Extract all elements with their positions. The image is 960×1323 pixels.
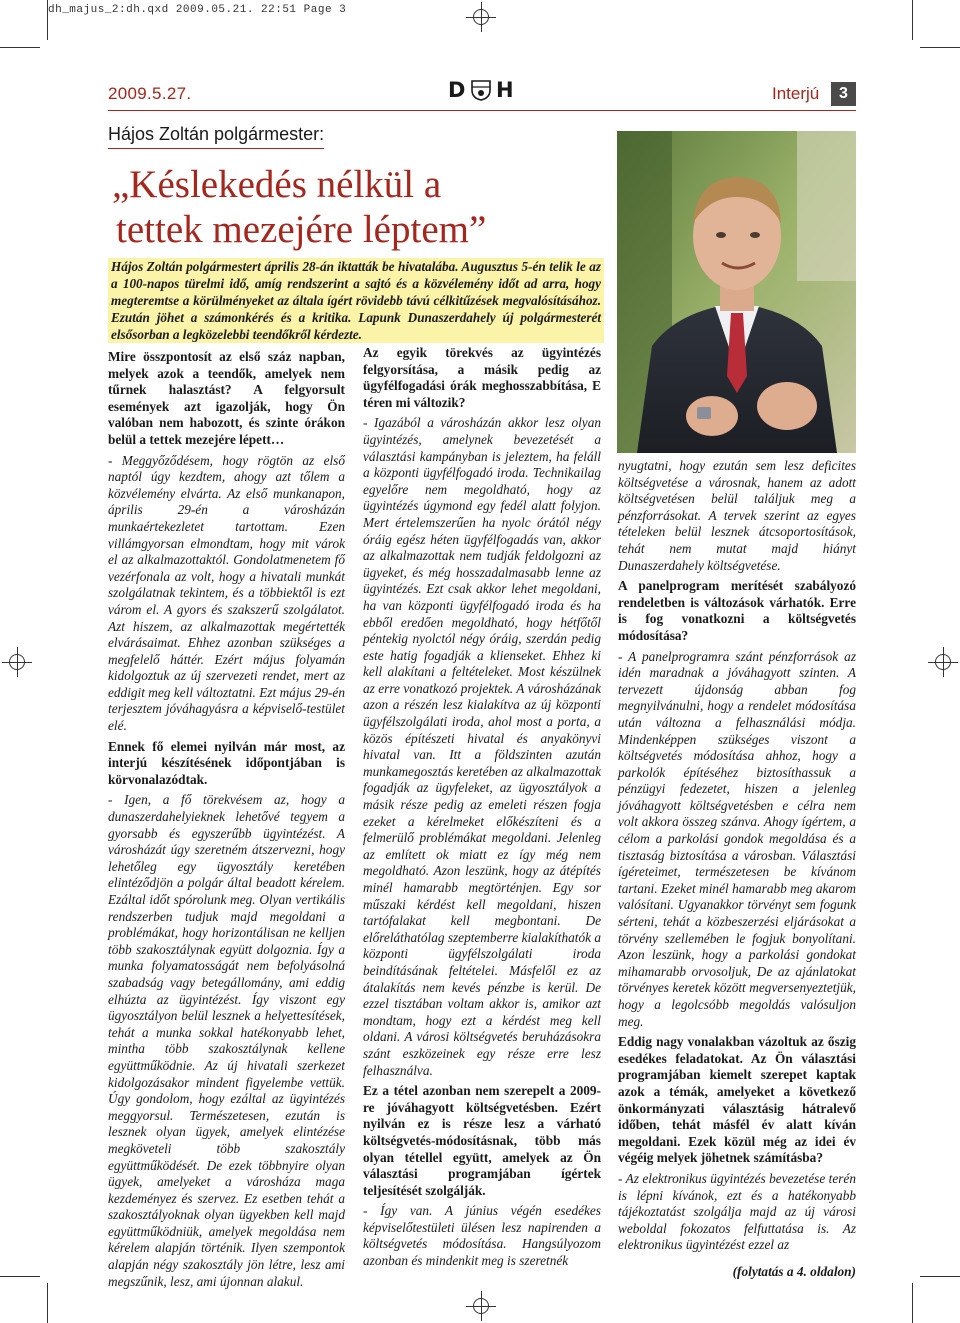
crop-mark	[0, 1276, 40, 1277]
interview-answer: - Így van. A június végén esedékes képviselőtestületi ülésen lesz napirenden a költségvetés módosítása. Hangsúlyozom azonban és mindenkit meg is szeretnék	[363, 1203, 601, 1269]
interview-answer: - Meggyőződésem, hogy rögtön az első naptól úgy kezdtem, ahogy azt tőlem a közvélemény elvárta. Az első munkanapon, április 29-én a városházán munkaértekezletet tartottam. Ezen villámgyorsan elmondtam, hogy mit várok el az alkalmazottaktól. Gondolatmenetem fő vezérfonala az volt, hogy a hivatali munkát szolgálatnak tekintem, és a többiektől is ezt várom el. A gyors és szakszerű szolgálatot. Azt hiszem, az alkalmazottak megértették elvárásaimat. Ehhez azonban szükséges a megfelelő háttér. Ezért május folyamán kidolgoztuk az új szervezeti rendet, mert az eddigit meg kell változtatni. Ezt május 29-én terjesztem jóváhagyásra a képviselő-testület elé.	[108, 452, 345, 734]
headline-line-1: „Késlekedés nélkül a	[112, 163, 442, 206]
coat-of-arms-icon	[470, 79, 492, 101]
portrait-photo	[617, 131, 856, 453]
crop-mark	[912, 0, 913, 40]
headline-line-2: tettek mezejére léptem”	[116, 208, 487, 251]
article-column-1	[108, 345, 345, 1294]
article-column-3	[618, 458, 856, 1285]
interview-question: Az egyik törekvés az ügyintézés felgyorsítása, a másik pedig az ügyfélfogadási órák meghosszabbítása, E téren mi változik?	[363, 345, 601, 410]
registration-mark-top	[466, 2, 496, 32]
interview-question: Mire összpontosít az első száz napban, melyek azok a teendők, amelyek nem tűrnek halasztást? A felgyorsult események azt igazolják, hogy Ön valóban nem habozott, és szinte órákon belül a tettek mezejére lépett…	[108, 349, 345, 447]
crop-mark	[912, 1283, 913, 1323]
logo-letter-h: H	[496, 78, 514, 102]
crop-mark	[47, 0, 48, 40]
interview-answer: - Az elektronikus ügyintézés bevezetése terén is lépni kívánok, ezt és a hatékonyabb tájékoztatást szolgálja majd az új városi weboldal fokozatos felfuttatása is. Az elektronikus ügyintézést ezzel az	[618, 1170, 856, 1253]
section-name: Interjú	[772, 84, 820, 103]
interview-answer: - A panelprogramra szánt pénzforrások az idén maradnak a jóváhagyott szinten. A tervezett újdonság abban fog megnyilvánulni, hogy a rendelet módosítása után változna a felhasználási módja. Mindenképpen szükséges viszont a költségvetés módosítása ahhoz, hogy a parkolók építéséhez biztosíthassuk a pénzügyi fedezetet, hiszen a jelenleg jóváhagyott költségvetésben e célra nem volt akkora összeg szánva. Ahogy ígértem, a célom a parkolási gondok megoldása és a tisztaság biztosítása a városban. Választási ígéreteimet, természetesen be kívánom tartani. Ezeket minél hamarabb meg akarom valósítani. Ugyanakkor törvényt sem fogunk sérteni, tehát a közbeszerzési eljárásokat a törvény szellemében le fogjuk bonyolítani. Azon leszünk, hogy a parkolási gondokat mihamarabb orvosoljuk, De az ajánlatokat törvényes keretek között megversenyeztetjük, hogy a legolcsóbb megoldás valósuljon meg.	[618, 648, 856, 1029]
article-lead: Hájos Zoltán polgármestert április 28-án iktatták be hivatalába. Augusztus 5-én telik le az a 100-napos türelmi idő, amíg rendszerint a sajtó és a közvélemény időt ad arra, hogy megteremtse a körülményeket az általa ígért rövidebb távú célkitűzések megvalósításához. Ezután jöhet a számonkérés és a kritika. Lapunk Dunaszerdahely új polgármesterét elsősorban a legközelebbi teendőkről kérdezte.	[108, 258, 604, 343]
interview-answer: - Igazából a városházán akkor lesz olyan ügyintézés, amelynek bevezetését a választási kampányban is jeleztem, ha feláll a központi ügyfélfogadó iroda. Technikailag egyelőre nem megoldható, hogy az ügyintézés úgymond egy fedél alatt folyjon. Mert értelemszerűen ha nyolc órától négy óráig egész héten ügyfélfogadás van, akkor az alkalmazottak nem tudják feldolgozni az ügyeket, és még hosszadalmasabb lenne az ügyintézés. Ezt csak akkor lehet megoldani, ha van központi ügyfélfogadó iroda és ha ebből eredően megoldható, hogy hétfőtől péntekig nyolctól négy óráig, szerdán pedig este hatig fogadják a klienseket. Ehhez ki kell alakítani a feltételeket. Most készülnek az erre vonatkozó projektek. A városházának azon a részén lesz kialakítva az új központi ügyfélszolgálati iroda, ahol most a porta, a közös építészeti hivatal és anyakönyvi hivatal van. Itt a földszinten azután munkamegosztás keretében az alkalmazottak fogadják az ügyfeleket, az ügyosztályok a másik része pedig az emeleti részen fogja ezeket a kérelmeket előkészíteni és a felmerülő problémákat megoldani. Jelenleg az említett ok miatt ez így még nem megoldható. Azon leszünk, hogy az átépítés minél hamarabb megtörténjen. Egy sor műszaki kérdést kell megoldani, hiszen tartófalakat kell megbontani. De előreláthatólag szeptemberre kialakíthatók a központi ügyfélszolgálati iroda beindításának feltételei. Másfelől ez az átalakítás nem kevés pénzbe is kerül. De ezzel tisztában voltam akkor is, amikor azt mondtam, hogy ezt a kérdést meg kell oldani. A városi költségvetés beruházásokra szánt eszközeinek egy része erre lesz felhasználva.	[363, 415, 601, 1078]
interview-question: Ez a tétel azonban nem szerepelt a 2009-re jóváhagyott költségvetésben. Ezért nyilván ez is része lesz a várható költségvetés-módosításnak, több más olyan tétellel együtt, amelyek az Ön választási programjában ígértek teljesítését szolgálják.	[363, 1083, 601, 1198]
logo-letter-d: D	[448, 78, 466, 102]
interview-question: A panelprogram merítését szabályozó rendeletben is változások várhatók. Erre is fog vonatkozni a költségvetés módosítása?	[618, 578, 856, 643]
crop-mark	[920, 47, 960, 48]
issue-date: 2009.5.27.	[108, 84, 192, 103]
registration-mark-right	[928, 647, 958, 677]
article-column-2	[363, 345, 601, 1274]
interview-answer: - Igen, a fő törekvésem az, hogy a dunaszerdahelyieknek lehetővé tegyem a gyorsabb és egyszerűbb ügyintézést. A városházát úgy szeretném átszervezni, hogy lehetőleg egy ügyosztály keretében elintéződjön a polgár által beadott kérelem. Ezáltal időt spórolunk meg. Olyan vertikális rendszerben tudjuk majd megoldani a problémákat, hogy horizontálisan ne kelljen több szakosztálynak együtt dolgoznia. Így a munka folyamatosságát nem befolyásolná szabadság vagy betegállomány, ami eddig elhúzta az ügyintézést. Így viszont egy ügyosztályon belül lesznek a helyettesítések, tehát a munka sokkal hatékonyabb lehet, mintha több szakosztálynak kellene együttműködnie. Az új hivatali szerkezet kidolgozásakor mindent figyelembe vettük. Úgy gondolom, hogy ezáltal az ügyintézés meggyorsul. Természetesen, ezután is lesznek olyan ügyek, amelyek elintézése megköveteli több szakosztály együttműködését. De ezek többnyire olyan ügyek, amelyeket a városháza maga kezdeményez és szervez. Ez esetben tehát a szakosztályoknak olyan ügyekben kell majd együttműködniük, amelyek megoldása nem kérelem alapján történik. Ilyen szempontok alapján négy szakosztály jön létre, lesz ami megszűnik, lesz, ami újonnan alakul.	[108, 792, 345, 1289]
header-divider	[108, 110, 856, 111]
interview-answer: nyugtatni, hogy ezután sem lesz deficites költségvetése a városnak, hanem az adott költségvetésen belül találjuk meg a pénzforrásokat. A tervek szerint az egyes tételeken belül lesznek átcsoportosítások, tehát nem mutat majd hiányt Dunaszerdahely költségvetése.	[618, 458, 856, 573]
crop-mark	[0, 47, 40, 48]
interview-question: Eddig nagy vonalakban vázoltuk az őszig esedékes feladatokat. Az Ön választási programjában kiemelt szerepet kaptak azok a témák, amelyeket a következő önkormányzati választásig hátralevő időben, tehát másfél év alatt kíván megoldani. Ezek közül még az idei év végéig melyek jöhetnek számításba?	[618, 1034, 856, 1166]
page-number: 3	[831, 82, 856, 106]
crop-mark	[47, 1283, 48, 1323]
crop-mark	[920, 1276, 960, 1277]
article-kicker: Hájos Zoltán polgármester:	[108, 124, 324, 149]
newspaper-logo	[448, 78, 514, 102]
print-slug: dh_majus_2:dh.qxd 2009.05.21. 22:51 Page 3	[48, 4, 347, 16]
registration-mark-left	[2, 647, 32, 677]
continued-note: (folytatás a 4. oldalon)	[732, 1263, 856, 1279]
article-headline	[112, 162, 612, 252]
interview-question: Ennek fő elemei nyilván már most, az interjú készítésének időpontjában is körvonalazódtak.	[108, 738, 345, 787]
registration-mark-bottom	[466, 1291, 496, 1321]
